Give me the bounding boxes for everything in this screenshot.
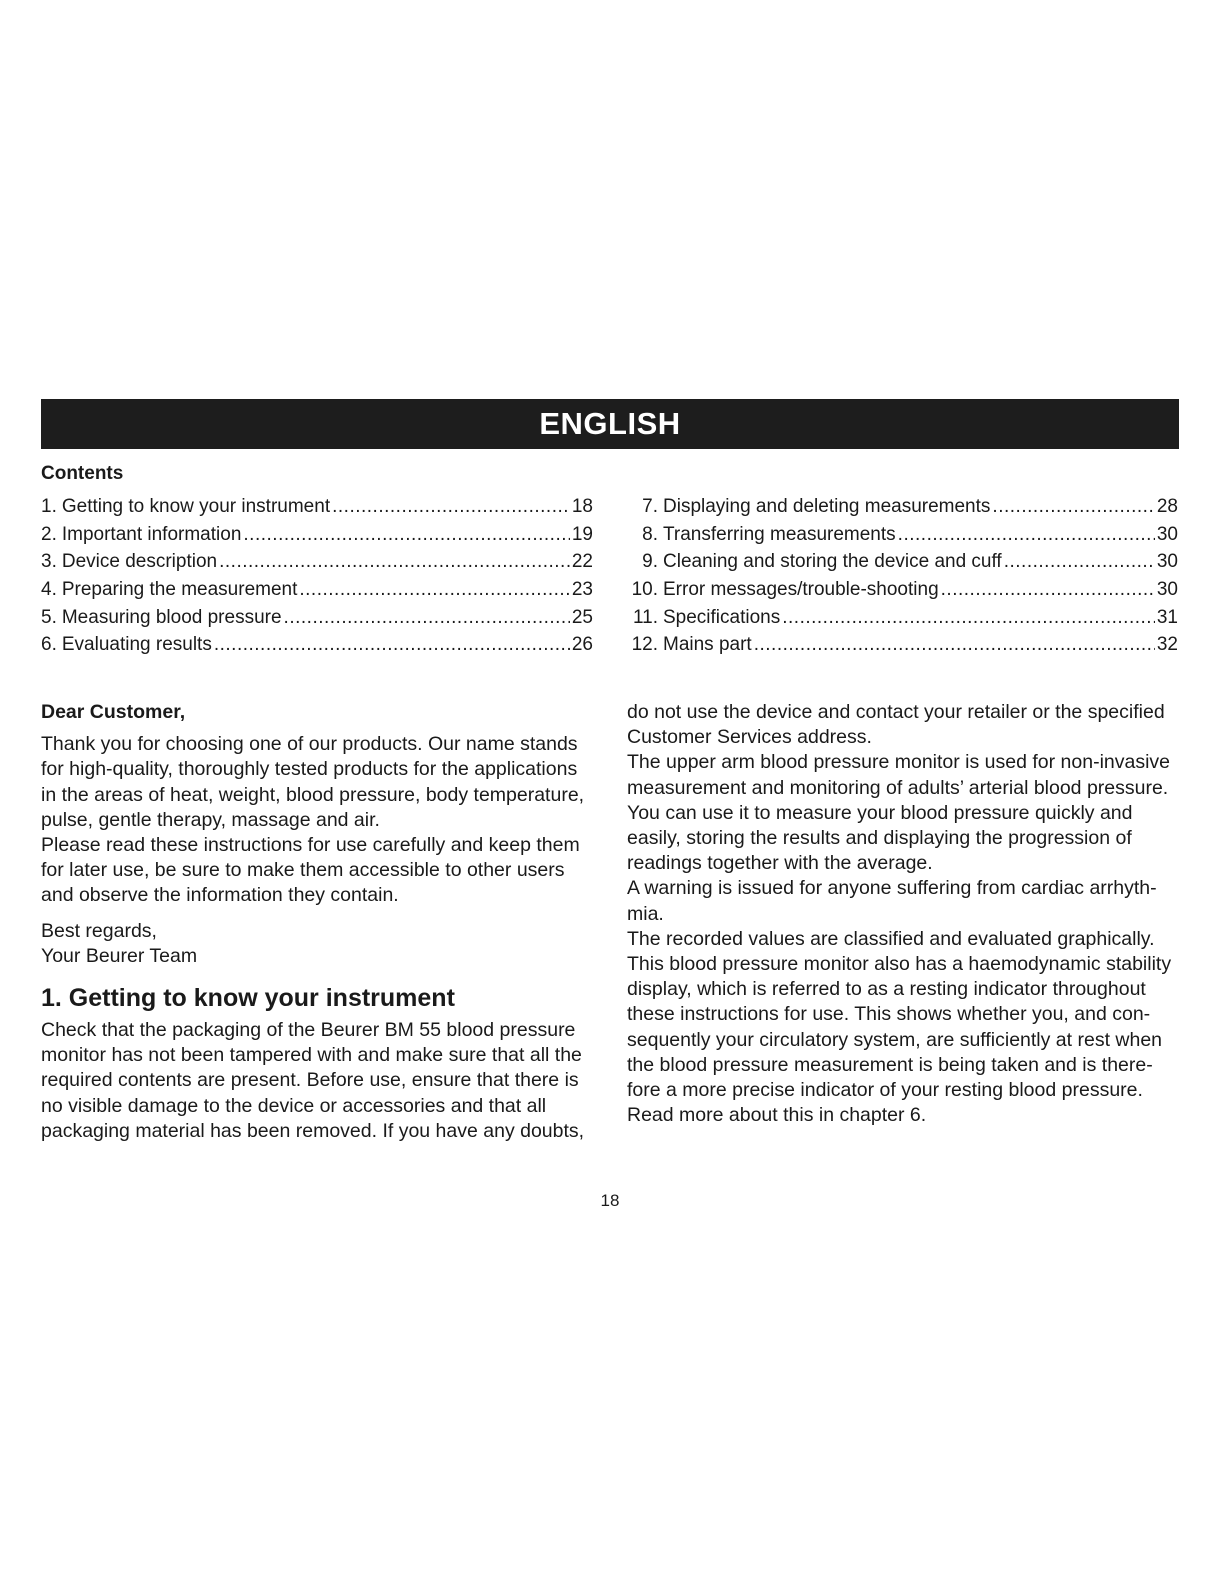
toc-entry[interactable] [626, 551, 1178, 579]
section-heading: 1. Getting to know your instrument [41, 984, 455, 1013]
regards: Best regards, [41, 919, 157, 942]
toc-entry-number: 12. [631, 634, 658, 656]
toc-entry-title: Transferring measurements [663, 523, 896, 545]
toc-leader-dots [754, 634, 1155, 656]
toc-entry-title: Important information [61, 523, 242, 545]
toc-left-column [41, 496, 593, 662]
toc-leader-dots [332, 496, 570, 518]
toc-leader-dots [219, 551, 570, 573]
toc-entry-number: 8. [642, 523, 658, 545]
contents-heading: Contents [41, 463, 124, 484]
toc-leader-dots [782, 607, 1155, 629]
toc-entry-number: 10. [631, 579, 658, 601]
toc-entry-page: 19 [571, 523, 593, 545]
section-paragraph-continued: do not use the device and contact your retailer or the specified Customer Services address. [627, 701, 1165, 749]
toc-leader-dots [284, 607, 570, 629]
toc-entry-title: Displaying and deleting measurements [663, 496, 991, 517]
toc-entry[interactable] [41, 579, 593, 607]
body-column-left [41, 700, 597, 1144]
toc-entry-number: 5. [41, 606, 57, 628]
toc-entry-number: 3. [41, 551, 57, 573]
toc-entry-page: 23 [571, 579, 593, 601]
toc-entry-page: 26 [571, 634, 593, 656]
toc-entry-number: 7. [642, 496, 658, 517]
toc-entry[interactable] [626, 496, 1178, 524]
toc-leader-dots [214, 634, 570, 656]
toc-entry-page: 22 [571, 551, 593, 573]
section-paragraph: A warning is issued for anyone suffering from cardiac arrhyth-mia. [627, 877, 1157, 925]
toc-entry[interactable] [41, 551, 593, 579]
toc-entry-number: 9. [642, 551, 658, 573]
intro-paragraph: Please read these instructions for use carefully and keep them for later use, be sure to make them accessible to other users and observe the information they contain. [41, 834, 580, 907]
toc-leader-dots [941, 579, 1155, 601]
section-paragraph: The upper arm blood pressure monitor is used for non-invasive measurement and monitoring of adults’ arterial blood pressure. [627, 751, 1171, 799]
toc-entry[interactable] [626, 524, 1178, 552]
toc-entry-page: 28 [1156, 496, 1178, 517]
toc-entry-page: 18 [571, 496, 593, 517]
toc-entry[interactable] [626, 607, 1178, 635]
toc-entry-title: Device description [61, 551, 218, 573]
section-paragraph: This blood pressure monitor also has a haemodynamic stability display, which is referred to as a resting indicator throughout these instructions for use. This shows whether you, and con-sequently your circulatory system, are sufficiently at rest when the blood pressure measurement is being taken and is there-fore a more precise indicator of your resting blood pressure. [627, 953, 1172, 1102]
toc-entry-title: Specifications [663, 606, 781, 628]
toc-entry[interactable] [626, 634, 1178, 662]
toc-entry-title: Getting to know your instrument [61, 496, 331, 517]
toc-entry-number: 6. [41, 634, 57, 656]
greeting: Dear Customer, [41, 701, 186, 723]
toc-entry-title: Cleaning and storing the device and cuff [663, 551, 1002, 573]
toc-entry[interactable] [41, 634, 593, 662]
toc-entry-title: Mains part [663, 634, 752, 656]
banner-title: ENGLISH [539, 406, 681, 441]
section-paragraph: Read more about this in chapter 6. [627, 1104, 927, 1127]
toc-entry-title: Evaluating results [61, 634, 212, 656]
toc-entry-page: 31 [1156, 606, 1178, 628]
toc-leader-dots [1004, 551, 1155, 573]
section-paragraph: You can use it to measure your blood pressure quickly and easily, storing the results and displaying the progression of readings together with the average. [627, 801, 1133, 875]
toc-entry-number: 2. [41, 523, 57, 545]
toc-entry-number: 1. [41, 496, 57, 517]
toc-entry-title: Preparing the measurement [61, 579, 298, 601]
section-paragraph: Check that the packaging of the Beurer BM 55 blood pressure monitor has not been tampered with and make sure that all the required contents are present. Before use, ensure that there is no visible damage to the device or accessories and that all packaging material has been removed. If you have any doubts, [41, 1019, 585, 1142]
toc-entry[interactable] [41, 607, 593, 635]
toc-entry-page: 30 [1156, 551, 1178, 573]
page-number: 18 [600, 1191, 620, 1210]
toc-leader-dots [243, 524, 569, 546]
intro-paragraph: Thank you for choosing one of our products. Our name stands for high-quality, thoroughly tested products for the applications in the areas of heat, weight, blood pressure, body temperature, pulse, gentle therapy, massage and air. [41, 733, 585, 831]
section-paragraph: The recorded values are classified and evaluated graphically. [627, 927, 1155, 950]
toc-entry[interactable] [41, 524, 593, 552]
toc-entry-title: Error messages/trouble-shooting [663, 579, 939, 601]
toc-leader-dots [299, 579, 569, 601]
toc-entry-title: Measuring blood pressure [61, 606, 282, 628]
body-column-right [627, 700, 1183, 1128]
toc-entry-page: 30 [1156, 579, 1178, 601]
toc-entry-page: 32 [1156, 634, 1178, 656]
toc-entry-number: 4. [41, 579, 57, 601]
toc-entry-page: 25 [571, 606, 593, 628]
toc-entry-number: 11. [632, 606, 658, 628]
toc-entry[interactable] [626, 579, 1178, 607]
toc-entry[interactable] [41, 496, 593, 524]
toc-right-column [626, 496, 1178, 662]
toc-leader-dots [898, 524, 1155, 546]
toc-leader-dots [992, 496, 1154, 518]
toc-entry-page: 30 [1156, 523, 1178, 545]
signature: Your Beurer Team [41, 944, 198, 967]
language-banner [41, 399, 1179, 449]
